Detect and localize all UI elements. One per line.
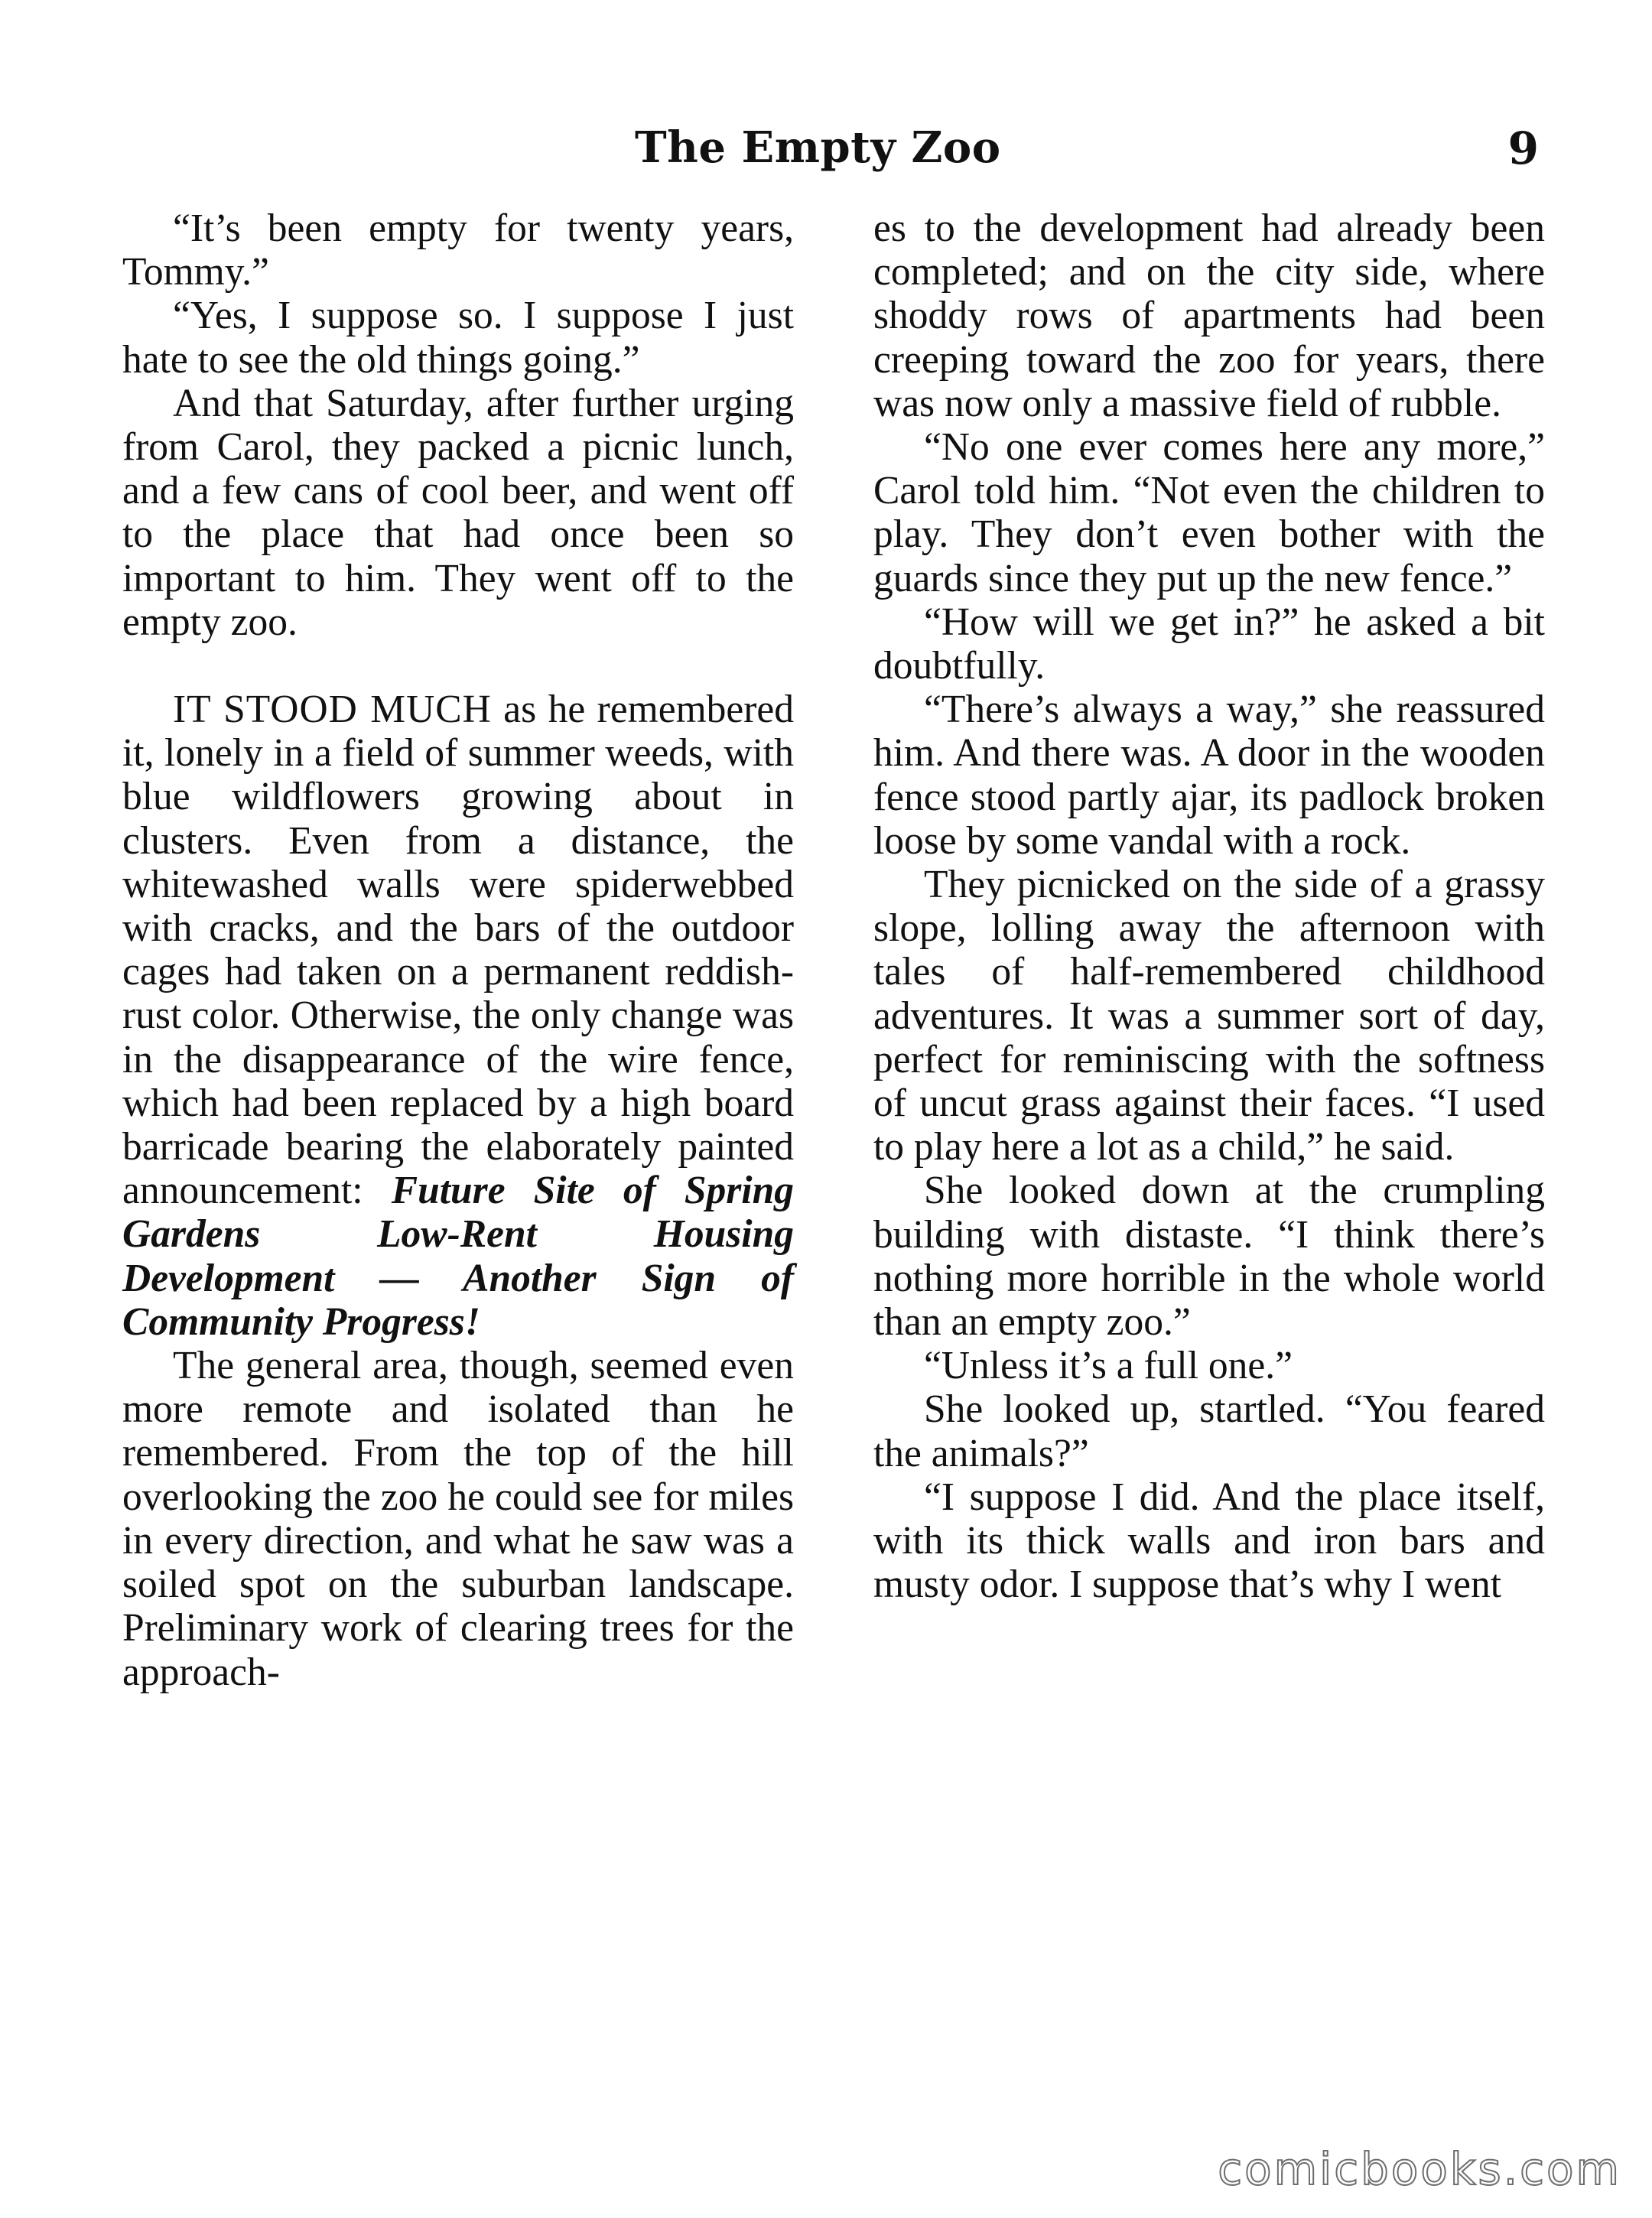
paragraph: “Unless it’s a full one.” [924, 1344, 1293, 1388]
section-lead-in-caps: IT STOOD MUCH [173, 688, 492, 732]
running-head [0, 122, 1652, 191]
right-column [873, 207, 1545, 1607]
left-column [122, 207, 794, 1694]
paragraph: “How will we get in?” he asked a bit doubtfully. [873, 600, 1545, 688]
paragraph: “Yes, I suppose so. I suppose I just hate to see the old things going.” [122, 294, 794, 382]
paragraph: They picnicked on the side of a grassy slope, lolling away the afternoon with tales of half-remembered childhood adventures. It was a summer sort of day, perfect for reminiscing with the softness of uncut grass against their faces. “I used to play here a lot as a child,” he said. [873, 863, 1545, 1169]
paragraph: “No one ever comes here any more,” Carol told him. “Not even the children to play. They don’t even bother with the guards since they put up the new fence.” [873, 425, 1545, 600]
paragraph: She looked down at the crumpling building with distaste. “I think there’s nothing more horrible in the whole world than an empty zoo.” [873, 1169, 1545, 1345]
section-opening-paragraph [122, 688, 794, 1344]
running-title: The Empty Zoo [635, 122, 1001, 173]
site-watermark: comicbooks.com [1218, 2143, 1621, 2195]
paragraph: “There’s always a way,” she reassured him. And there was. A door in the wooden fence stood partly ajar, its padlock broken loose by some vandal with a rock. [873, 688, 1545, 863]
page-number: 9 [1507, 122, 1539, 174]
continued-paragraph: es to the development had already been completed; and on the city side, where shoddy rows of apartments had been creeping toward the zoo for years, there was now only a massive field of rubble. [873, 207, 1545, 425]
paragraph-text: as he remembered it, lonely in a field of summer weeds, with blue wildflowers growing about in clusters. Even from a distance, the whitewashed walls were spiderwebbed with cracks, and the bars of the outdoor cages had taken on a permanent reddish-rust color. Otherwise, the only change was in the disappearance of the wire fence, which had been replaced by a high board barricade bearing the elaborately painted announcement: [122, 688, 794, 1213]
paragraph: And that Saturday, after further urging from Carol, they packed a picnic lunch, and a few cans of cool beer, and went off to the place that had once been so important to him. They went off to the empty zoo. [122, 381, 794, 644]
paragraph: The general area, though, seemed even more remote and isolated than he remembered. From the top of the hill overlooking the zoo he could see for miles in every direction, and what he saw was a soiled spot on the suburban landscape. Preliminary work of clearing trees for the approach- [122, 1344, 794, 1694]
paragraph: She looked up, startled. “You feared the animals?” [873, 1387, 1545, 1475]
paragraph: “It’s been empty for twenty years, Tommy.” [122, 207, 794, 294]
paragraph: “I suppose I did. And the place itself, with its thick walls and iron bars and musty odor. I suppose that’s why I went [873, 1475, 1545, 1607]
sign-announcement-italic: Future Site of Spring Gardens Low-Rent Housing Development — Another Sign of Community Progress! [122, 1169, 795, 1344]
